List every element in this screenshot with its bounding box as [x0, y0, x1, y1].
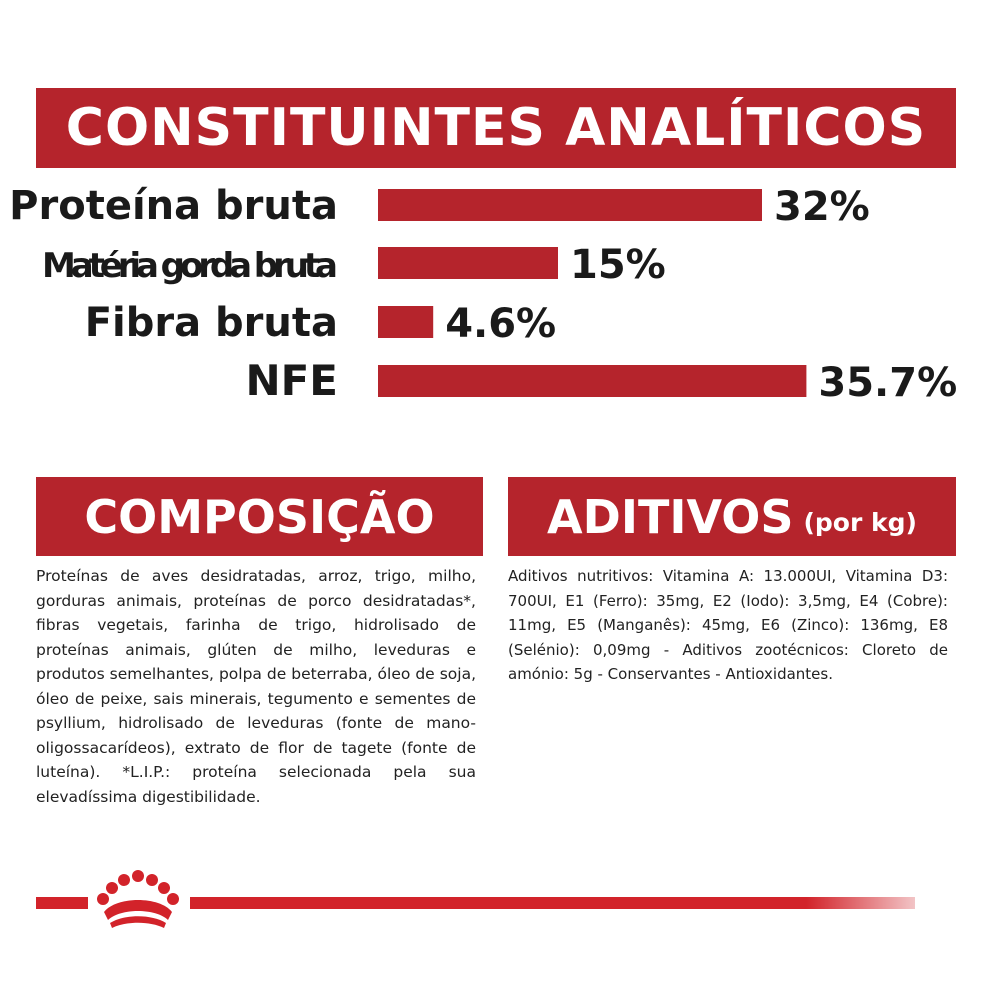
- royal-crown-icon: [90, 868, 186, 932]
- analytics-bar-chart: [0, 185, 1000, 425]
- additives-header: [508, 477, 956, 556]
- analytics-title: CONSTITUINTES ANALÍTICOS: [65, 98, 927, 158]
- additives-title: ADITIVOS: [547, 489, 794, 544]
- additives-unit: (por kg): [803, 508, 917, 537]
- bar: [378, 247, 558, 279]
- category-label: Fibra bruta: [84, 300, 338, 346]
- category-label: Matéria gorda bruta: [42, 246, 338, 286]
- value-label: 15%: [570, 242, 666, 288]
- bar: [378, 189, 762, 221]
- analytics-header: [36, 88, 956, 168]
- footer-line-left: [36, 897, 88, 909]
- value-label: 35.7%: [818, 360, 958, 406]
- composition-text: Proteínas de aves desidratadas, arroz, trigo, milho, gorduras animais, proteínas de porco desidratadas*, fibras vegetais, farinha de trigo, hidrolisado de proteínas animais, glúten de milho, leveduras e produtos semelhantes, polpa de beterraba, óleo de soja, óleo de peixe, sais minerais, tegumento e sementes de psyllium, hidrolisado de leveduras (fonte de mano-oligossacarídeos), extrato de flor de tagete (fonte de luteína). *L.I.P.: proteína selecionada pela sua elevadíssima digestibilidade.: [36, 567, 476, 806]
- footer-line-right: [190, 897, 915, 909]
- composition-header: [36, 477, 483, 556]
- value-label: 32%: [774, 185, 870, 230]
- value-label: 4.6%: [445, 301, 557, 347]
- bar: [378, 306, 433, 338]
- bar: [378, 365, 806, 397]
- additives-text: Aditivos nutritivos: Vitamina A: 13.000UI, Vitamina D3: 700UI, E1 (Ferro): 35mg, E2 (Iodo): 3,5mg, E4 (Cobre): 11mg, E5 (Manganês): 45mg, E6 (Zinco): 136mg, E8 (Selénio): 0,09mg - Aditivos zootécnicos: Cloreto de amónio: 5g - Conservantes - Antioxidantes.: [508, 567, 948, 683]
- category-label: Proteína bruta: [9, 185, 338, 229]
- composition-title: COMPOSIÇÃO: [84, 489, 435, 544]
- category-label: NFE: [245, 356, 338, 405]
